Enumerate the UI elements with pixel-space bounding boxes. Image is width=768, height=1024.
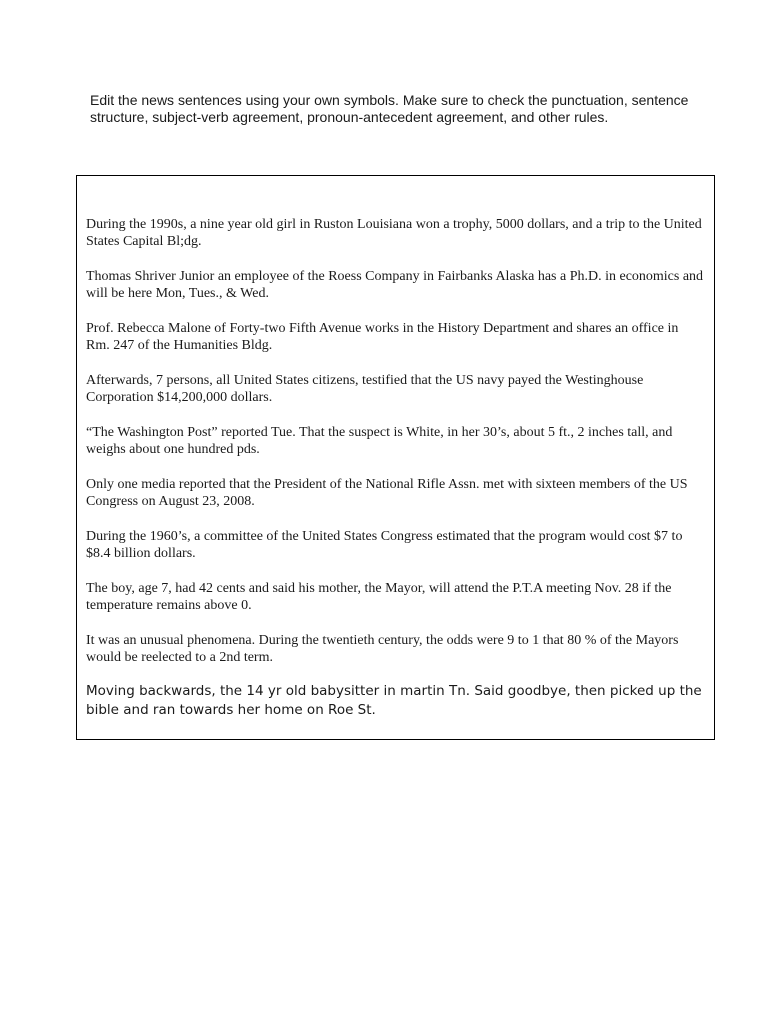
- sentence-1: During the 1990s, a nine year old girl in Ruston Louisiana won a trophy, 5000 dollars, and a trip to the United States Capital Bl;dg.: [86, 217, 702, 249]
- instructions-text: Edit the news sentences using your own symbols. Make sure to check the punctuation, sentence structure, subject-verb agreement, pronoun-antecedent agreement, and other rules.: [90, 92, 689, 125]
- sentence-9: It was an unusual phenomena. During the twentieth century, the odds were 9 to 1 that 80 % of the Mayors would be reelected to a 2nd term.: [86, 633, 679, 665]
- sentence-8: The boy, age 7, had 42 cents and said his mother, the Mayor, will attend the P.T.A meeting Nov. 28 if the temperature remains above 0.: [86, 581, 672, 613]
- sentence-6: Only one media reported that the President of the National Rifle Assn. met with sixteen members of the US Congress on August 23, 2008.: [86, 477, 688, 509]
- sentence-7: During the 1960’s, a committee of the United States Congress estimated that the program would cost $7 to $8.4 billion dollars.: [86, 529, 683, 561]
- sentence-3: Prof. Rebecca Malone of Forty-two Fifth Avenue works in the History Department and shares an office in Rm. 247 of the Humanities Bldg.: [86, 321, 679, 353]
- sentence-4: Afterwards, 7 persons, all United States citizens, testified that the US navy payed the Westinghouse Corporation $14,200,000 dollars.: [86, 373, 644, 405]
- sentence-5: “The Washington Post” reported Tue. That the suspect is White, in her 30’s, about 5 ft., 2 inches tall, and weighs about one hundred pds.: [86, 425, 673, 457]
- sentence-2: Thomas Shriver Junior an employee of the Roess Company in Fairbanks Alaska has a Ph.D. in economics and will be here Mon, Tues., & Wed.: [86, 269, 704, 301]
- exercise-box: [76, 175, 715, 740]
- sentence-10: Moving backwards, the 14 yr old babysitter in martin Tn. Said goodbye, then picked up the bible and ran towards her home on Roe St.: [86, 683, 702, 718]
